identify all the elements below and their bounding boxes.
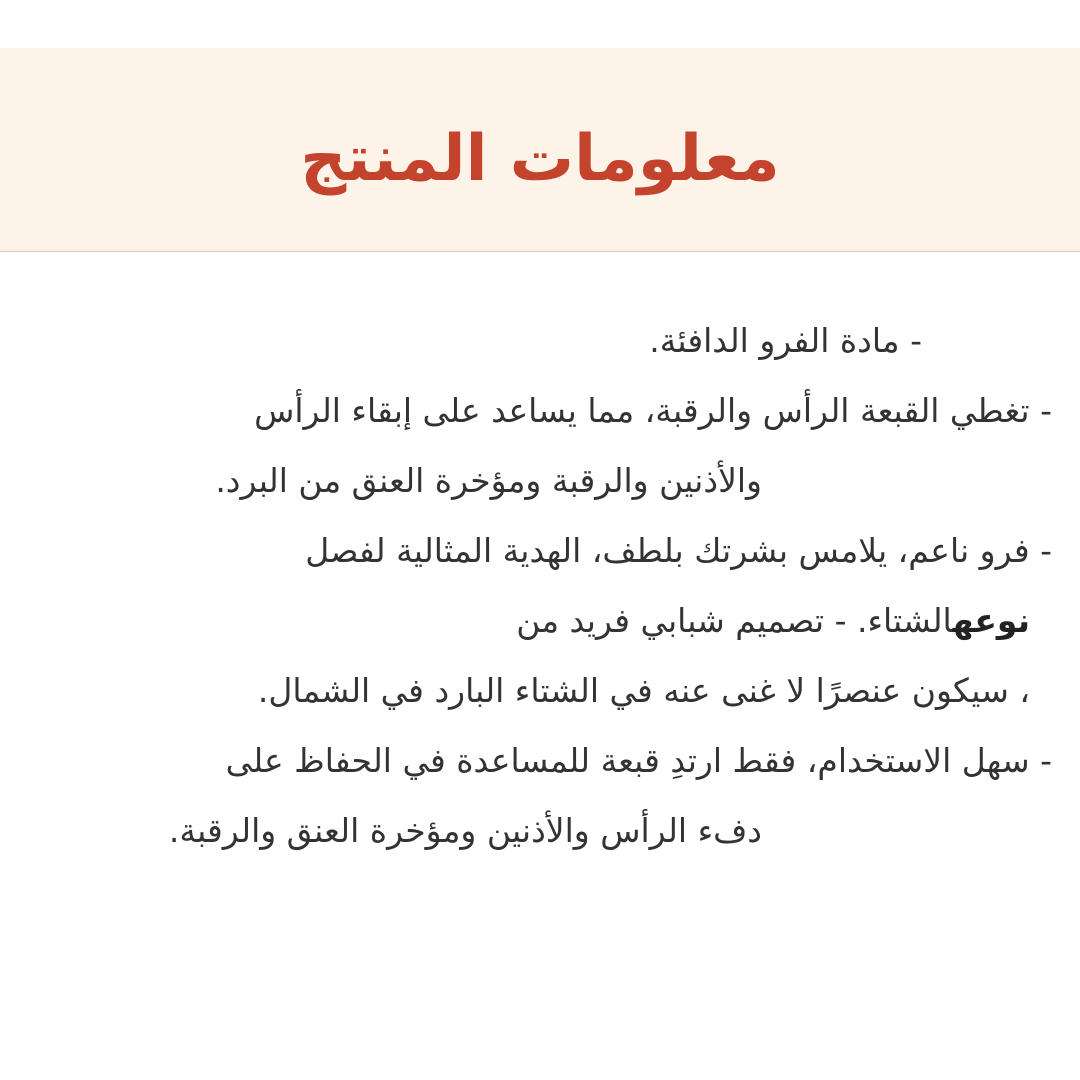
description-line: دفء الرأس والأذنين ومؤخرة العنق والرقبة. <box>168 811 762 850</box>
title-banner <box>0 48 1080 252</box>
description-line: - سهل الاستخدام، فقط ارتدِ قبعة للمساعدة في الحفاظ على <box>225 741 1052 780</box>
description-line: - فرو ناعم، يلامس بشرتك بلطف، الهدية المثالية لفصل <box>305 531 1052 570</box>
page-title: معلومات المنتج <box>300 122 780 196</box>
product-description <box>52 306 1052 866</box>
description-line: - مادة الفرو الدافئة. <box>649 321 922 360</box>
description-line: والأذنين والرقبة ومؤخرة العنق من البرد. <box>215 461 762 500</box>
description-text: الشتاء. - تصميم شبابي فريد من <box>516 601 953 640</box>
description-line: - تغطي القبعة الرأس والرقبة، مما يساعد على إبقاء الرأس <box>254 391 1052 430</box>
emphasized-word: نوعه <box>952 601 1030 640</box>
description-line: ، سيكون عنصرًا لا غنى عنه في الشتاء البارد في الشمال. <box>257 671 1030 710</box>
description-line <box>52 586 1052 656</box>
